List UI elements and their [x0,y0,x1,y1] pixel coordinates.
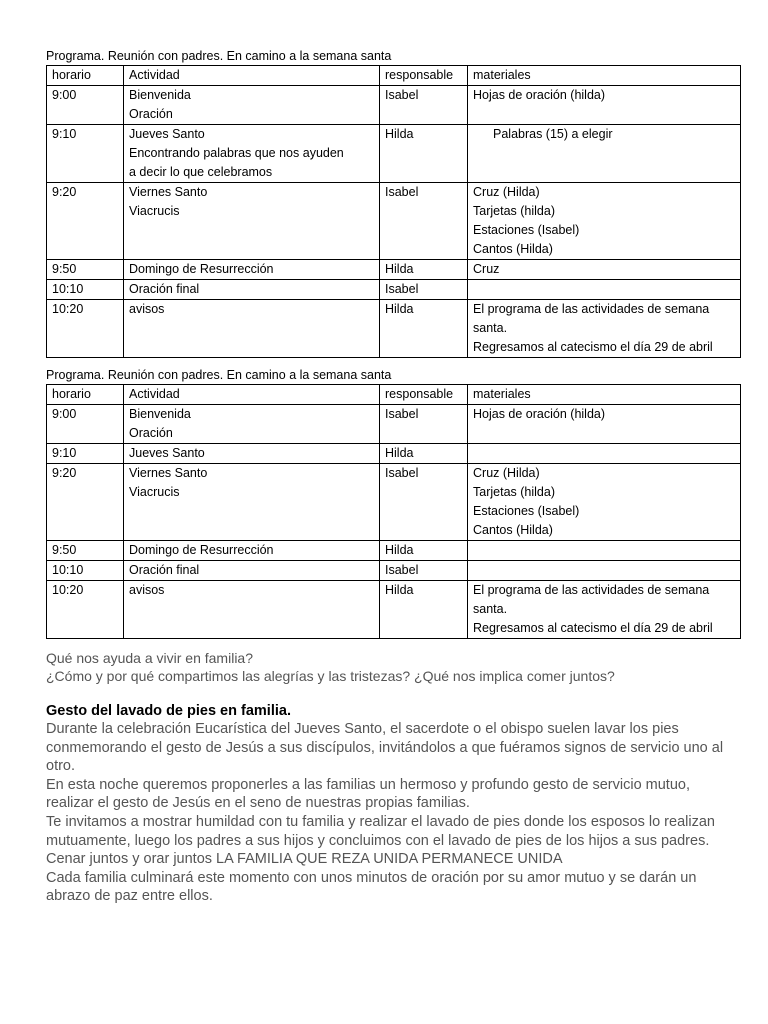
reflection-questions [46,649,740,685]
responsible-cell: Hilda [380,260,468,280]
responsible-cell: Isabel [380,183,468,260]
materials-line: santa. [473,602,508,616]
materials-cell [468,464,741,541]
header-horario: horario [47,66,124,86]
header-actividad: Actividad [124,385,380,405]
activity-cell: Jueves Santo [124,444,380,464]
materials-line: Hojas de oración (hilda) [473,88,606,102]
time-cell: 9:10 [47,125,124,183]
materials-line: Palabras (15) a elegir [493,127,613,141]
activity-line: Oración [129,426,173,440]
materials-cell [468,125,741,183]
activity-line: Oración [129,107,173,121]
table-header-row [47,385,741,405]
section-heading: Gesto del lavado de pies en familia. [46,703,291,719]
materials-cell [468,581,741,639]
activity-cell: Oración final [124,280,380,300]
time-cell: 9:10 [47,444,124,464]
schedule-table-1 [46,65,741,358]
section-body [46,720,740,906]
table-row [47,464,741,541]
responsible-cell: Hilda [380,581,468,639]
responsible-cell: Isabel [380,464,468,541]
time-cell: 10:10 [47,561,124,581]
responsible-cell: Hilda [380,444,468,464]
time-cell: 9:20 [47,464,124,541]
materials-line: Cantos (Hilda) [473,523,553,537]
header-materiales: materiales [468,66,741,86]
activity-line: Encontrando palabras que nos ayuden [129,146,344,160]
table-row [47,581,741,639]
activity-line: Bienvenida [129,88,191,102]
materials-line: El programa de las actividades de semana [473,302,710,316]
header-responsable: responsable [380,385,468,405]
materials-line: Tarjetas (hilda) [473,485,555,499]
table-row [47,561,741,581]
document-page [46,48,740,906]
time-cell: 9:00 [47,86,124,125]
responsible-cell: Isabel [380,280,468,300]
activity-cell: Domingo de Resurrección [124,260,380,280]
table-row [47,280,741,300]
activity-line: Viernes Santo [129,466,208,480]
table-row [47,541,741,561]
table1-caption: Programa. Reunión con padres. En camino a la semana santa [46,49,392,63]
materials-line: Tarjetas (hilda) [473,204,555,218]
activity-cell [124,464,380,541]
time-cell: 9:00 [47,405,124,444]
table-row [47,300,741,358]
activity-cell: avisos [124,581,380,639]
materials-cell [468,561,741,581]
responsible-cell: Isabel [380,405,468,444]
materials-line: Cruz (Hilda) [473,185,540,199]
time-cell: 10:20 [47,581,124,639]
activity-cell: avisos [124,300,380,358]
table-row [47,405,741,444]
activity-line: Jueves Santo [129,127,205,141]
schedule-table-2 [46,384,741,639]
activity-line: Viernes Santo [129,185,208,199]
materials-cell: Hojas de oración (hilda) [468,405,741,444]
materials-line: santa. [473,321,508,335]
activity-line: a decir lo que celebramos [129,165,273,179]
activity-line: Bienvenida [129,407,191,421]
table-header-row [47,66,741,86]
activity-line: Viacrucis [129,204,180,218]
header-materiales: materiales [468,385,741,405]
table-row [47,125,741,183]
activity-cell: Oración final [124,561,380,581]
materials-cell [468,280,741,300]
time-cell: 9:20 [47,183,124,260]
table-row [47,183,741,260]
table-row [47,444,741,464]
table2-caption: Programa. Reunión con padres. En camino a la semana santa [46,368,392,382]
paragraph: Cada familia culminará este momento con unos minutos de oración por su amor mutuo y se darán un abrazo de paz entre ellos. [46,869,697,905]
question-line: ¿Cómo y por qué compartimos las alegrías y las tristezas? ¿Qué nos implica comer juntos? [46,668,615,684]
materials-line: Cantos (Hilda) [473,242,553,256]
materials-cell [468,541,741,561]
responsible-cell: Isabel [380,561,468,581]
header-horario: horario [47,385,124,405]
materials-line: Estaciones (Isabel) [473,504,580,518]
activity-cell [124,405,380,444]
responsible-cell: Hilda [380,125,468,183]
responsible-cell: Hilda [380,541,468,561]
responsible-cell: Hilda [380,300,468,358]
materials-cell [468,444,741,464]
table-row [47,260,741,280]
materials-line: Regresamos al catecismo el día 29 de abril [473,340,713,354]
table-row [47,86,741,125]
time-cell: 10:20 [47,300,124,358]
activity-cell [124,86,380,125]
paragraph: Cenar juntos y orar juntos LA FAMILIA QUE REZA UNIDA PERMANECE UNIDA [46,851,563,868]
question-line: Qué nos ayuda a vivir en familia? [46,650,253,666]
header-responsable: responsable [380,66,468,86]
activity-cell [124,183,380,260]
materials-line: Cruz (Hilda) [473,466,540,480]
paragraph: En esta noche queremos proponerles a las familias un hermoso y profundo gesto de servicio mutuo, realizar el gesto de Jesús en el seno de nuestras propias familias. [46,776,690,812]
materials-line: El programa de las actividades de semana [473,583,710,597]
paragraph: Durante la celebración Eucarística del Jueves Santo, el sacerdote o el obispo suelen lavar los pies conmemorando el gesto de Jesús a sus discípulos, invitándolos a que fuéramos signos de servicio uno al otro. [46,721,724,775]
activity-line: Viacrucis [129,485,180,499]
header-actividad: Actividad [124,66,380,86]
responsible-cell: Isabel [380,86,468,125]
materials-cell [468,300,741,358]
paragraph: Te invitamos a mostrar humildad con tu familia y realizar el lavado de pies donde los esposos lo realizan mutuamente, luego los padres a sus hijos y concluimos con el lavado de pies de los hijos a sus padres. [46,813,715,849]
time-cell: 10:10 [47,280,124,300]
materials-cell: Cruz [468,260,741,280]
materials-line: Regresamos al catecismo el día 29 de abril [473,621,713,635]
materials-cell [468,86,741,125]
time-cell: 9:50 [47,541,124,561]
activity-cell: Domingo de Resurrección [124,541,380,561]
materials-cell [468,183,741,260]
activity-cell [124,125,380,183]
materials-line: Estaciones (Isabel) [473,223,580,237]
time-cell: 9:50 [47,260,124,280]
